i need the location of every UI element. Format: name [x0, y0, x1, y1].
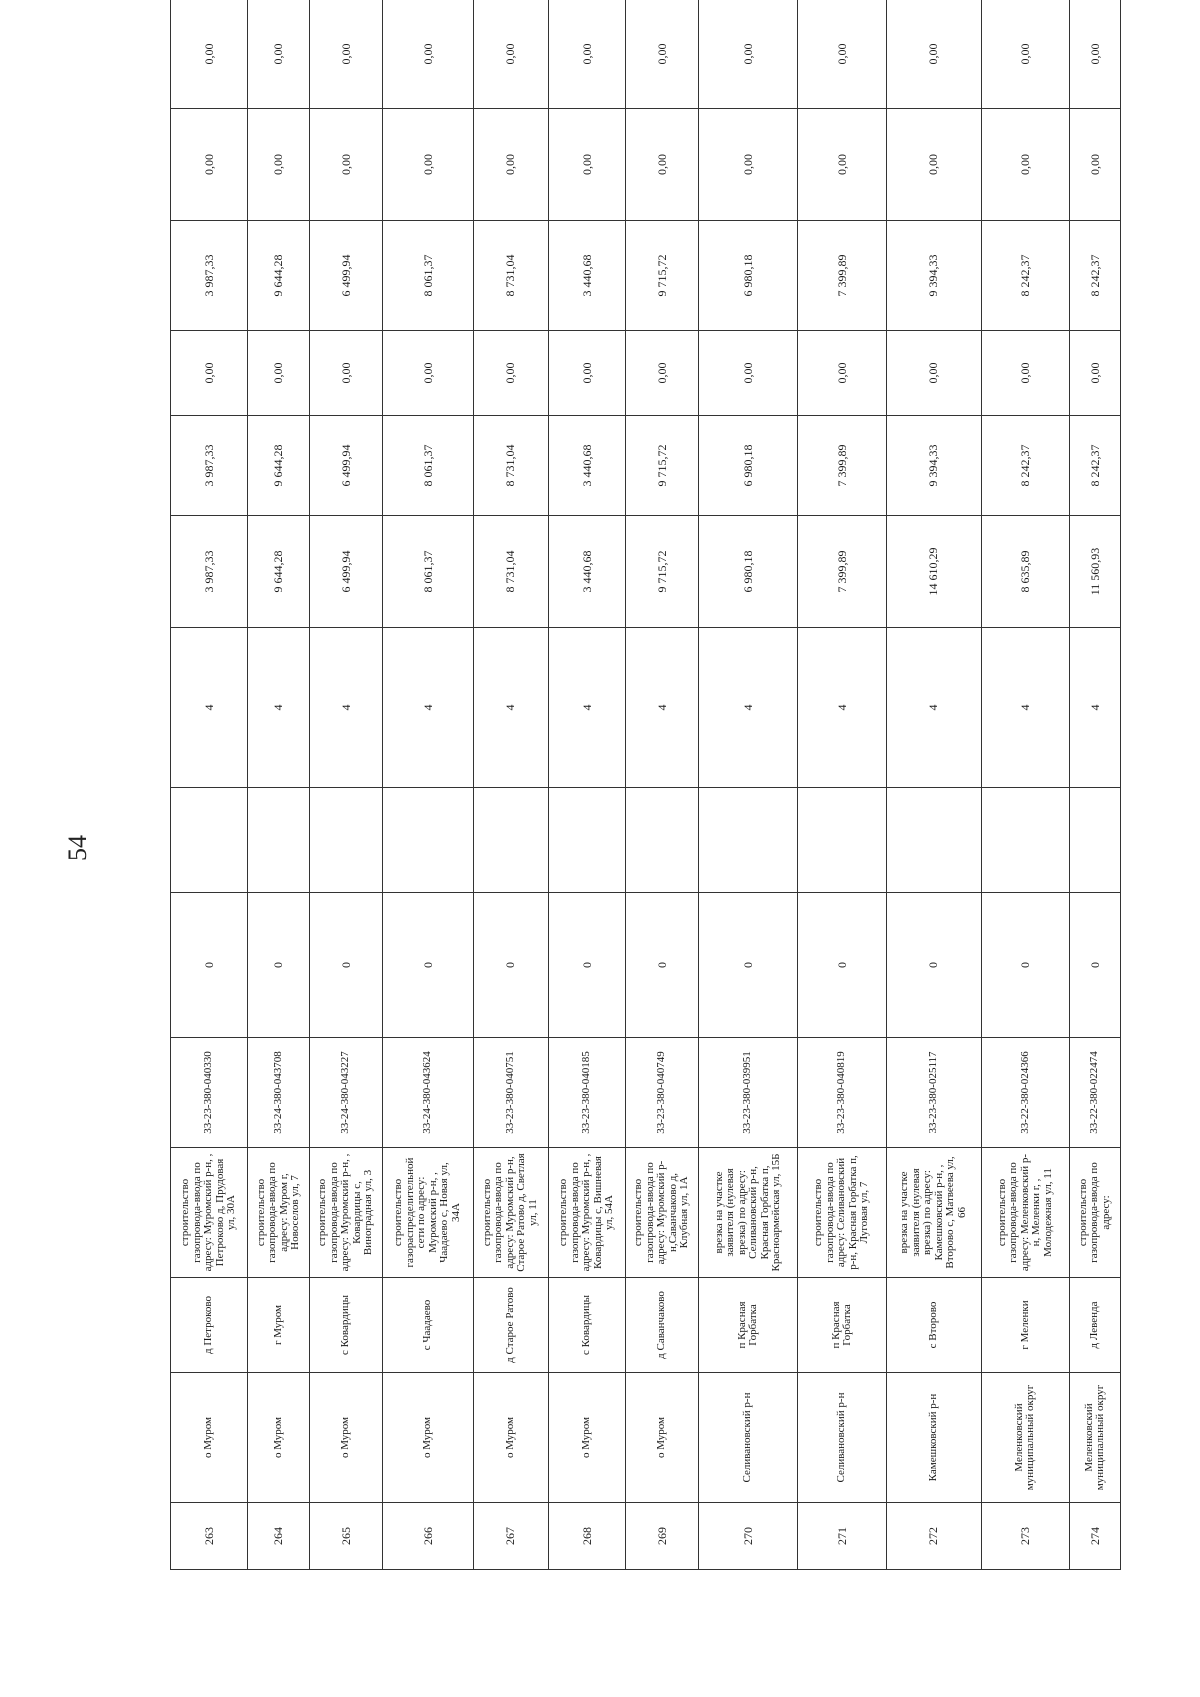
district-cell: о Муром — [310, 1373, 383, 1503]
value-6-cell: 0,00 — [1070, 0, 1121, 109]
value-2-cell: 9 394,33 — [886, 416, 981, 516]
description-cell: строительство газопровода-ввода по адресу: Меленковский р-н, Меленки г, , Молодежная ул, 11 — [981, 1148, 1069, 1278]
value-3-cell: 0,00 — [171, 331, 248, 416]
value-5-cell: 0,00 — [548, 109, 625, 221]
register-table — [170, 0, 1121, 1570]
table-row — [310, 0, 383, 1570]
column-7-cell — [981, 788, 1069, 893]
value-2-cell: 3 440,68 — [548, 416, 625, 516]
description-cell: врезка на участке заявителя (нулевая врезка) по адресу: Селивановский р-н, Красная Горбатка п, Красноармейская ул, 15Б — [698, 1148, 797, 1278]
description-cell: строительство газопровода-ввода по адресу: Муромский р-н, , Петроково д, Прудовая ул, 30А — [171, 1148, 248, 1278]
value-3-cell: 0,00 — [548, 331, 625, 416]
column-6-cell: 0 — [383, 893, 474, 1038]
value-6-cell: 0,00 — [548, 0, 625, 109]
column-6-cell: 0 — [698, 893, 797, 1038]
locality-cell: г Меленки — [981, 1278, 1069, 1373]
value-5-cell: 0,00 — [383, 109, 474, 221]
description-cell: строительство газопровода-ввода по адресу: Селивановский р-н, Красная Горбатка п, Луговая ул, 7 — [798, 1148, 886, 1278]
column-6-cell: 0 — [981, 893, 1069, 1038]
row-number: 268 — [548, 1503, 625, 1570]
column-6-cell: 0 — [1070, 893, 1121, 1038]
column-8-cell: 4 — [548, 628, 625, 788]
value-1-cell: 14 610,29 — [886, 516, 981, 628]
value-5-cell: 0,00 — [626, 109, 699, 221]
cadastral-number-cell: 33-23-380-025117 — [886, 1038, 981, 1148]
value-5-cell: 0,00 — [171, 109, 248, 221]
value-2-cell: 9 644,28 — [248, 416, 310, 516]
value-1-cell: 9 644,28 — [248, 516, 310, 628]
value-1-cell: 8 635,89 — [981, 516, 1069, 628]
value-1-cell: 3 987,33 — [171, 516, 248, 628]
column-8-cell: 4 — [1070, 628, 1121, 788]
row-number: 265 — [310, 1503, 383, 1570]
page-number: 54 — [63, 835, 92, 861]
description-cell: строительство газопровода-ввода по адресу: Муромский р-н, , Ковардицы с, Виноградная ул, 3 — [310, 1148, 383, 1278]
row-number: 267 — [473, 1503, 548, 1570]
district-cell: Меленковский муниципальный округ — [981, 1373, 1069, 1503]
value-6-cell: 0,00 — [626, 0, 699, 109]
row-number: 270 — [698, 1503, 797, 1570]
column-7-cell — [171, 788, 248, 893]
description-cell: строительство газопровода-ввода по адресу: Муромский р-н,Саванчаково д, Клубная ул, 1А — [626, 1148, 699, 1278]
table-row — [981, 0, 1069, 1570]
value-5-cell: 0,00 — [698, 109, 797, 221]
column-8-cell: 4 — [248, 628, 310, 788]
cadastral-number-cell: 33-24-380-043227 — [310, 1038, 383, 1148]
district-cell: о Муром — [548, 1373, 625, 1503]
column-6-cell: 0 — [886, 893, 981, 1038]
column-7-cell — [310, 788, 383, 893]
column-7-cell — [383, 788, 474, 893]
column-8-cell: 4 — [473, 628, 548, 788]
value-6-cell: 0,00 — [248, 0, 310, 109]
description-cell: строительство газопровода-ввода по адресу: Муромский р-н, Старое Ратово д, Светлая ул, 11 — [473, 1148, 548, 1278]
row-number: 263 — [171, 1503, 248, 1570]
rotated-table-container — [170, 43, 1121, 1570]
district-cell: Селивановский р-н — [698, 1373, 797, 1503]
row-number: 266 — [383, 1503, 474, 1570]
row-number: 273 — [981, 1503, 1069, 1570]
table-row — [626, 0, 699, 1570]
value-6-cell: 0,00 — [698, 0, 797, 109]
value-3-cell: 0,00 — [798, 331, 886, 416]
column-8-cell: 4 — [310, 628, 383, 788]
district-cell: Селивановский р-н — [798, 1373, 886, 1503]
locality-cell: г Муром — [248, 1278, 310, 1373]
column-8-cell: 4 — [171, 628, 248, 788]
cadastral-number-cell: 33-24-380-043624 — [383, 1038, 474, 1148]
column-7-cell — [626, 788, 699, 893]
column-7-cell — [248, 788, 310, 893]
value-1-cell: 6 980,18 — [698, 516, 797, 628]
description-cell: строительство газопровода-ввода по адресу: Муромский р-н, , Ковардицы с, Вишневая ул, 54А — [548, 1148, 625, 1278]
column-8-cell: 4 — [383, 628, 474, 788]
row-number: 264 — [248, 1503, 310, 1570]
locality-cell: д Старое Ратово — [473, 1278, 548, 1373]
column-8-cell: 4 — [798, 628, 886, 788]
district-cell: о Муром — [626, 1373, 699, 1503]
value-5-cell: 0,00 — [981, 109, 1069, 221]
cadastral-number-cell: 33-23-380-040185 — [548, 1038, 625, 1148]
table-row — [798, 0, 886, 1570]
cadastral-number-cell: 33-23-380-040751 — [473, 1038, 548, 1148]
column-6-cell: 0 — [548, 893, 625, 1038]
value-2-cell: 9 715,72 — [626, 416, 699, 516]
value-3-cell: 0,00 — [473, 331, 548, 416]
value-6-cell: 0,00 — [798, 0, 886, 109]
column-7-cell — [1070, 788, 1121, 893]
district-cell: о Муром — [473, 1373, 548, 1503]
value-3-cell: 0,00 — [1070, 331, 1121, 416]
column-7-cell — [886, 788, 981, 893]
district-cell: Камешковский р-н — [886, 1373, 981, 1503]
locality-cell: д Саванчаково — [626, 1278, 699, 1373]
value-4-cell: 9 715,72 — [626, 221, 699, 331]
value-3-cell: 0,00 — [248, 331, 310, 416]
value-1-cell: 3 440,68 — [548, 516, 625, 628]
district-cell: о Муром — [248, 1373, 310, 1503]
value-1-cell: 8 731,04 — [473, 516, 548, 628]
value-3-cell: 0,00 — [698, 331, 797, 416]
row-number: 272 — [886, 1503, 981, 1570]
value-2-cell: 6 980,18 — [698, 416, 797, 516]
table-row — [698, 0, 797, 1570]
row-number: 274 — [1070, 1503, 1121, 1570]
value-1-cell: 11 560,93 — [1070, 516, 1121, 628]
value-1-cell: 8 061,37 — [383, 516, 474, 628]
value-3-cell: 0,00 — [886, 331, 981, 416]
district-cell: Меленковский муниципальный округ — [1070, 1373, 1121, 1503]
value-6-cell: 0,00 — [310, 0, 383, 109]
value-6-cell: 0,00 — [171, 0, 248, 109]
cadastral-number-cell: 33-23-380-040819 — [798, 1038, 886, 1148]
value-4-cell: 6 980,18 — [698, 221, 797, 331]
locality-cell: п Красная Горбатка — [698, 1278, 797, 1373]
table-row — [548, 0, 625, 1570]
value-4-cell: 3 440,68 — [548, 221, 625, 331]
value-4-cell: 8 242,37 — [981, 221, 1069, 331]
value-2-cell: 7 399,89 — [798, 416, 886, 516]
value-4-cell: 8 242,37 — [1070, 221, 1121, 331]
description-cell: врезка на участке заявителя (нулевая врезка) по адресу: Камешковский р-н, , Второво с, Матвеева ул, 66 — [886, 1148, 981, 1278]
column-7-cell — [473, 788, 548, 893]
cadastral-number-cell: 33-24-380-043708 — [248, 1038, 310, 1148]
value-4-cell: 3 987,33 — [171, 221, 248, 331]
column-6-cell: 0 — [798, 893, 886, 1038]
locality-cell: с Второво — [886, 1278, 981, 1373]
column-8-cell: 4 — [698, 628, 797, 788]
column-6-cell: 0 — [248, 893, 310, 1038]
cadastral-number-cell: 33-23-380-040749 — [626, 1038, 699, 1148]
locality-cell: с Чаадаево — [383, 1278, 474, 1373]
district-cell: о Муром — [383, 1373, 474, 1503]
value-4-cell: 8 731,04 — [473, 221, 548, 331]
description-cell: строительство газопровода-ввода по адресу: — [1070, 1148, 1121, 1278]
cadastral-number-cell: 33-23-380-039951 — [698, 1038, 797, 1148]
column-8-cell: 4 — [626, 628, 699, 788]
value-3-cell: 0,00 — [626, 331, 699, 416]
locality-cell: д Петроково — [171, 1278, 248, 1373]
locality-cell: д Левенда — [1070, 1278, 1121, 1373]
column-8-cell: 4 — [886, 628, 981, 788]
value-3-cell: 0,00 — [310, 331, 383, 416]
column-6-cell: 0 — [310, 893, 383, 1038]
value-5-cell: 0,00 — [1070, 109, 1121, 221]
value-4-cell: 7 399,89 — [798, 221, 886, 331]
table-row — [248, 0, 310, 1570]
value-4-cell: 8 061,37 — [383, 221, 474, 331]
table-row — [1070, 0, 1121, 1570]
table-row — [171, 0, 248, 1570]
value-2-cell: 8 242,37 — [981, 416, 1069, 516]
column-7-cell — [798, 788, 886, 893]
value-5-cell: 0,00 — [886, 109, 981, 221]
value-1-cell: 9 715,72 — [626, 516, 699, 628]
district-cell: о Муром — [171, 1373, 248, 1503]
value-6-cell: 0,00 — [981, 0, 1069, 109]
value-5-cell: 0,00 — [798, 109, 886, 221]
row-number: 269 — [626, 1503, 699, 1570]
value-1-cell: 7 399,89 — [798, 516, 886, 628]
value-4-cell: 6 499,94 — [310, 221, 383, 331]
column-6-cell: 0 — [171, 893, 248, 1038]
value-2-cell: 3 987,33 — [171, 416, 248, 516]
value-3-cell: 0,00 — [383, 331, 474, 416]
cadastral-number-cell: 33-22-380-022474 — [1070, 1038, 1121, 1148]
column-6-cell: 0 — [473, 893, 548, 1038]
row-number: 271 — [798, 1503, 886, 1570]
table-row — [383, 0, 474, 1570]
column-6-cell: 0 — [626, 893, 699, 1038]
value-6-cell: 0,00 — [383, 0, 474, 109]
value-5-cell: 0,00 — [310, 109, 383, 221]
table-row — [473, 0, 548, 1570]
column-7-cell — [548, 788, 625, 893]
locality-cell: с Ковардицы — [548, 1278, 625, 1373]
value-2-cell: 8 731,04 — [473, 416, 548, 516]
description-cell: строительство газораспределительной сети по адресу: Муромский р-н, , Чаадаево с, Новая ул, 34А — [383, 1148, 474, 1278]
value-2-cell: 8 061,37 — [383, 416, 474, 516]
value-5-cell: 0,00 — [473, 109, 548, 221]
value-3-cell: 0,00 — [981, 331, 1069, 416]
cadastral-number-cell: 33-22-380-024366 — [981, 1038, 1069, 1148]
value-1-cell: 6 499,94 — [310, 516, 383, 628]
description-cell: строительство газопровода-ввода по адресу: Муром г, Новоселов ул, 7 — [248, 1148, 310, 1278]
value-4-cell: 9 394,33 — [886, 221, 981, 331]
table-row — [886, 0, 981, 1570]
value-4-cell: 9 644,28 — [248, 221, 310, 331]
column-8-cell: 4 — [981, 628, 1069, 788]
value-6-cell: 0,00 — [886, 0, 981, 109]
column-7-cell — [698, 788, 797, 893]
cadastral-number-cell: 33-23-380-040330 — [171, 1038, 248, 1148]
value-2-cell: 8 242,37 — [1070, 416, 1121, 516]
value-2-cell: 6 499,94 — [310, 416, 383, 516]
value-6-cell: 0,00 — [473, 0, 548, 109]
locality-cell: с Ковардицы — [310, 1278, 383, 1373]
value-5-cell: 0,00 — [248, 109, 310, 221]
locality-cell: п Красная Горбатка — [798, 1278, 886, 1373]
